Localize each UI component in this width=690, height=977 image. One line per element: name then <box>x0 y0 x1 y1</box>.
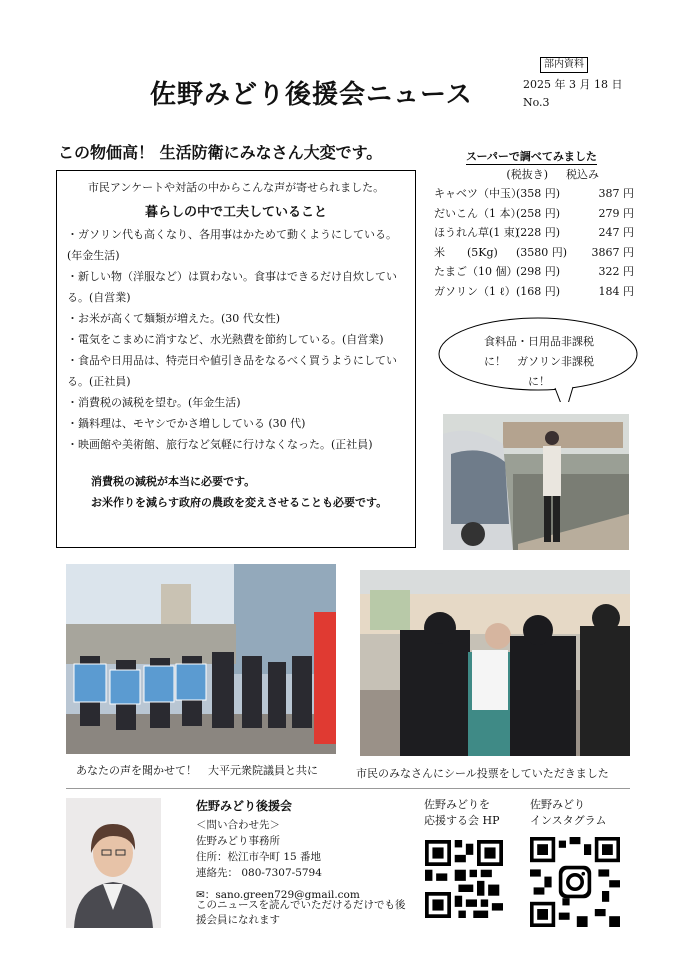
issue-number: No.3 <box>523 96 550 109</box>
mail-icon: ✉： <box>196 889 216 901</box>
item-name: ガソリン（1 ℓ） <box>434 284 516 298</box>
group-photo <box>66 564 336 754</box>
ig-label-line: 佐野みどり <box>530 798 585 811</box>
post-tax-price: 387 円 <box>598 187 634 201</box>
instagram-qr-label <box>530 797 607 829</box>
header-post-tax: 税込み <box>566 167 599 181</box>
item-name: キャベツ（中玉） <box>434 187 522 201</box>
contact-info <box>196 817 360 903</box>
street-speech-photo <box>443 414 629 550</box>
headline: この物価高！ 生活防衛にみなさん大変です。 <box>58 143 383 162</box>
post-tax-price: 184 円 <box>598 284 634 298</box>
survey-photo-caption: 市民のみなさんにシール投票をしていただきました <box>356 767 609 780</box>
section-divider <box>66 788 630 789</box>
voice-item: ・映画館や美術館、旅行など気軽に行けなくなった。(正社員) <box>67 438 373 451</box>
price-row <box>434 262 634 282</box>
speech-bubble-text <box>455 332 623 392</box>
post-tax-price: 247 円 <box>598 226 634 240</box>
homepage-qr-code-icon[interactable] <box>425 840 503 918</box>
item-name: ほうれん草(1 束) <box>434 226 520 240</box>
support-group-name: 佐野みどり後援会 <box>196 799 293 813</box>
closing-line: 消費税の減税が本当に必要です。 <box>91 475 256 488</box>
header-pre-tax: (税抜き) <box>506 167 548 181</box>
contact-line: ＜問い合わせ先＞ <box>196 819 280 831</box>
pre-tax-price: (258 円) <box>516 206 561 220</box>
price-survey-title: スーパーで調べてみました <box>466 150 597 163</box>
issue-date: 2025 年 3 月 18 日 <box>523 78 623 91</box>
contact-line: 住所：松江市卆町 15 番地 <box>196 851 322 863</box>
price-row <box>434 203 634 223</box>
citizen-voices-box <box>56 170 416 548</box>
hp-label-line: 佐野みどりを <box>424 798 490 811</box>
homepage-qr-label <box>424 797 500 829</box>
post-tax-price: 279 円 <box>598 206 634 220</box>
pre-tax-price: (168 円) <box>516 284 561 298</box>
pre-tax-price: (298 円) <box>516 265 561 279</box>
internal-document-label: 部内資料 <box>540 57 588 73</box>
voices-intro: 市民アンケートや対話の中からこんな声が寄せられました。 <box>87 181 385 194</box>
email-address[interactable]: sano.green729@gmail.com <box>215 889 360 901</box>
ig-label-line: インスタグラム <box>530 814 607 827</box>
instagram-qr-code-icon[interactable] <box>530 837 620 927</box>
post-tax-price: 3867 円 <box>591 245 634 259</box>
pre-tax-price: (3580 円) <box>516 245 568 259</box>
sticker-survey-photo <box>360 570 630 756</box>
hp-label-line: 応援する会 HP <box>424 814 500 827</box>
pre-tax-price: (358 円) <box>516 187 561 201</box>
item-name: だいこん（1 本） <box>434 206 522 220</box>
contact-line: 佐野みどり事務所 <box>196 835 280 847</box>
price-row <box>434 242 634 262</box>
item-name: たまご（10 個） <box>434 265 518 279</box>
bubble-line: に！ <box>528 375 550 388</box>
voices-subhead: 暮らしの中で工夫していること <box>144 205 327 220</box>
newsletter-title: 佐野みどり後援会ニュース <box>150 80 473 110</box>
closing-line: お米作りを減らす政府の農政を変えさせることも必要です。 <box>91 496 388 509</box>
voice-item: ・鍋料理は、モヤシでかさ増ししている (30 代) <box>67 417 306 430</box>
membership-note: このニュースを読んでいただけるだけでも後援会員になれます <box>196 899 406 926</box>
price-table-header <box>434 164 634 184</box>
price-table <box>434 164 634 301</box>
price-row <box>434 184 634 204</box>
post-tax-price: 322 円 <box>598 265 634 279</box>
voices-closing <box>67 471 405 513</box>
candidate-portrait <box>66 798 161 928</box>
bubble-line: 食料品・日用品非課税 <box>484 335 594 348</box>
item-name: 米 (5Kg) <box>434 245 498 259</box>
voice-item: ・新しい物（洋服など）は買わない。食事はできるだけ自炊している。(自営業) <box>67 270 397 304</box>
voice-item: ・電気をこまめに消すなど、水光熱費を節約している。(自営業) <box>67 333 384 346</box>
voice-item: ・食品や日用品は、特売日や値引き品をなるべく買うようにしている。(正社員) <box>67 354 397 388</box>
price-row <box>434 281 634 301</box>
voice-item: ・ガソリン代も高くなり、各用事はかためて動くようにしている。(年金生活) <box>67 228 397 262</box>
voice-item: ・消費税の減税を望む。(年金生活) <box>67 396 241 409</box>
price-row <box>434 223 634 243</box>
voice-item: ・お米が高くて麺類が増えた。(30 代女性) <box>67 312 281 325</box>
group-photo-caption: あなたの声を聞かせて！ 大平元衆院議員と共に <box>76 764 318 777</box>
contact-line: 連絡先： 080-7307-5794 <box>196 867 322 879</box>
bubble-line: に！ ガソリン非課税 <box>484 355 594 368</box>
pre-tax-price: (228 円) <box>516 226 561 240</box>
